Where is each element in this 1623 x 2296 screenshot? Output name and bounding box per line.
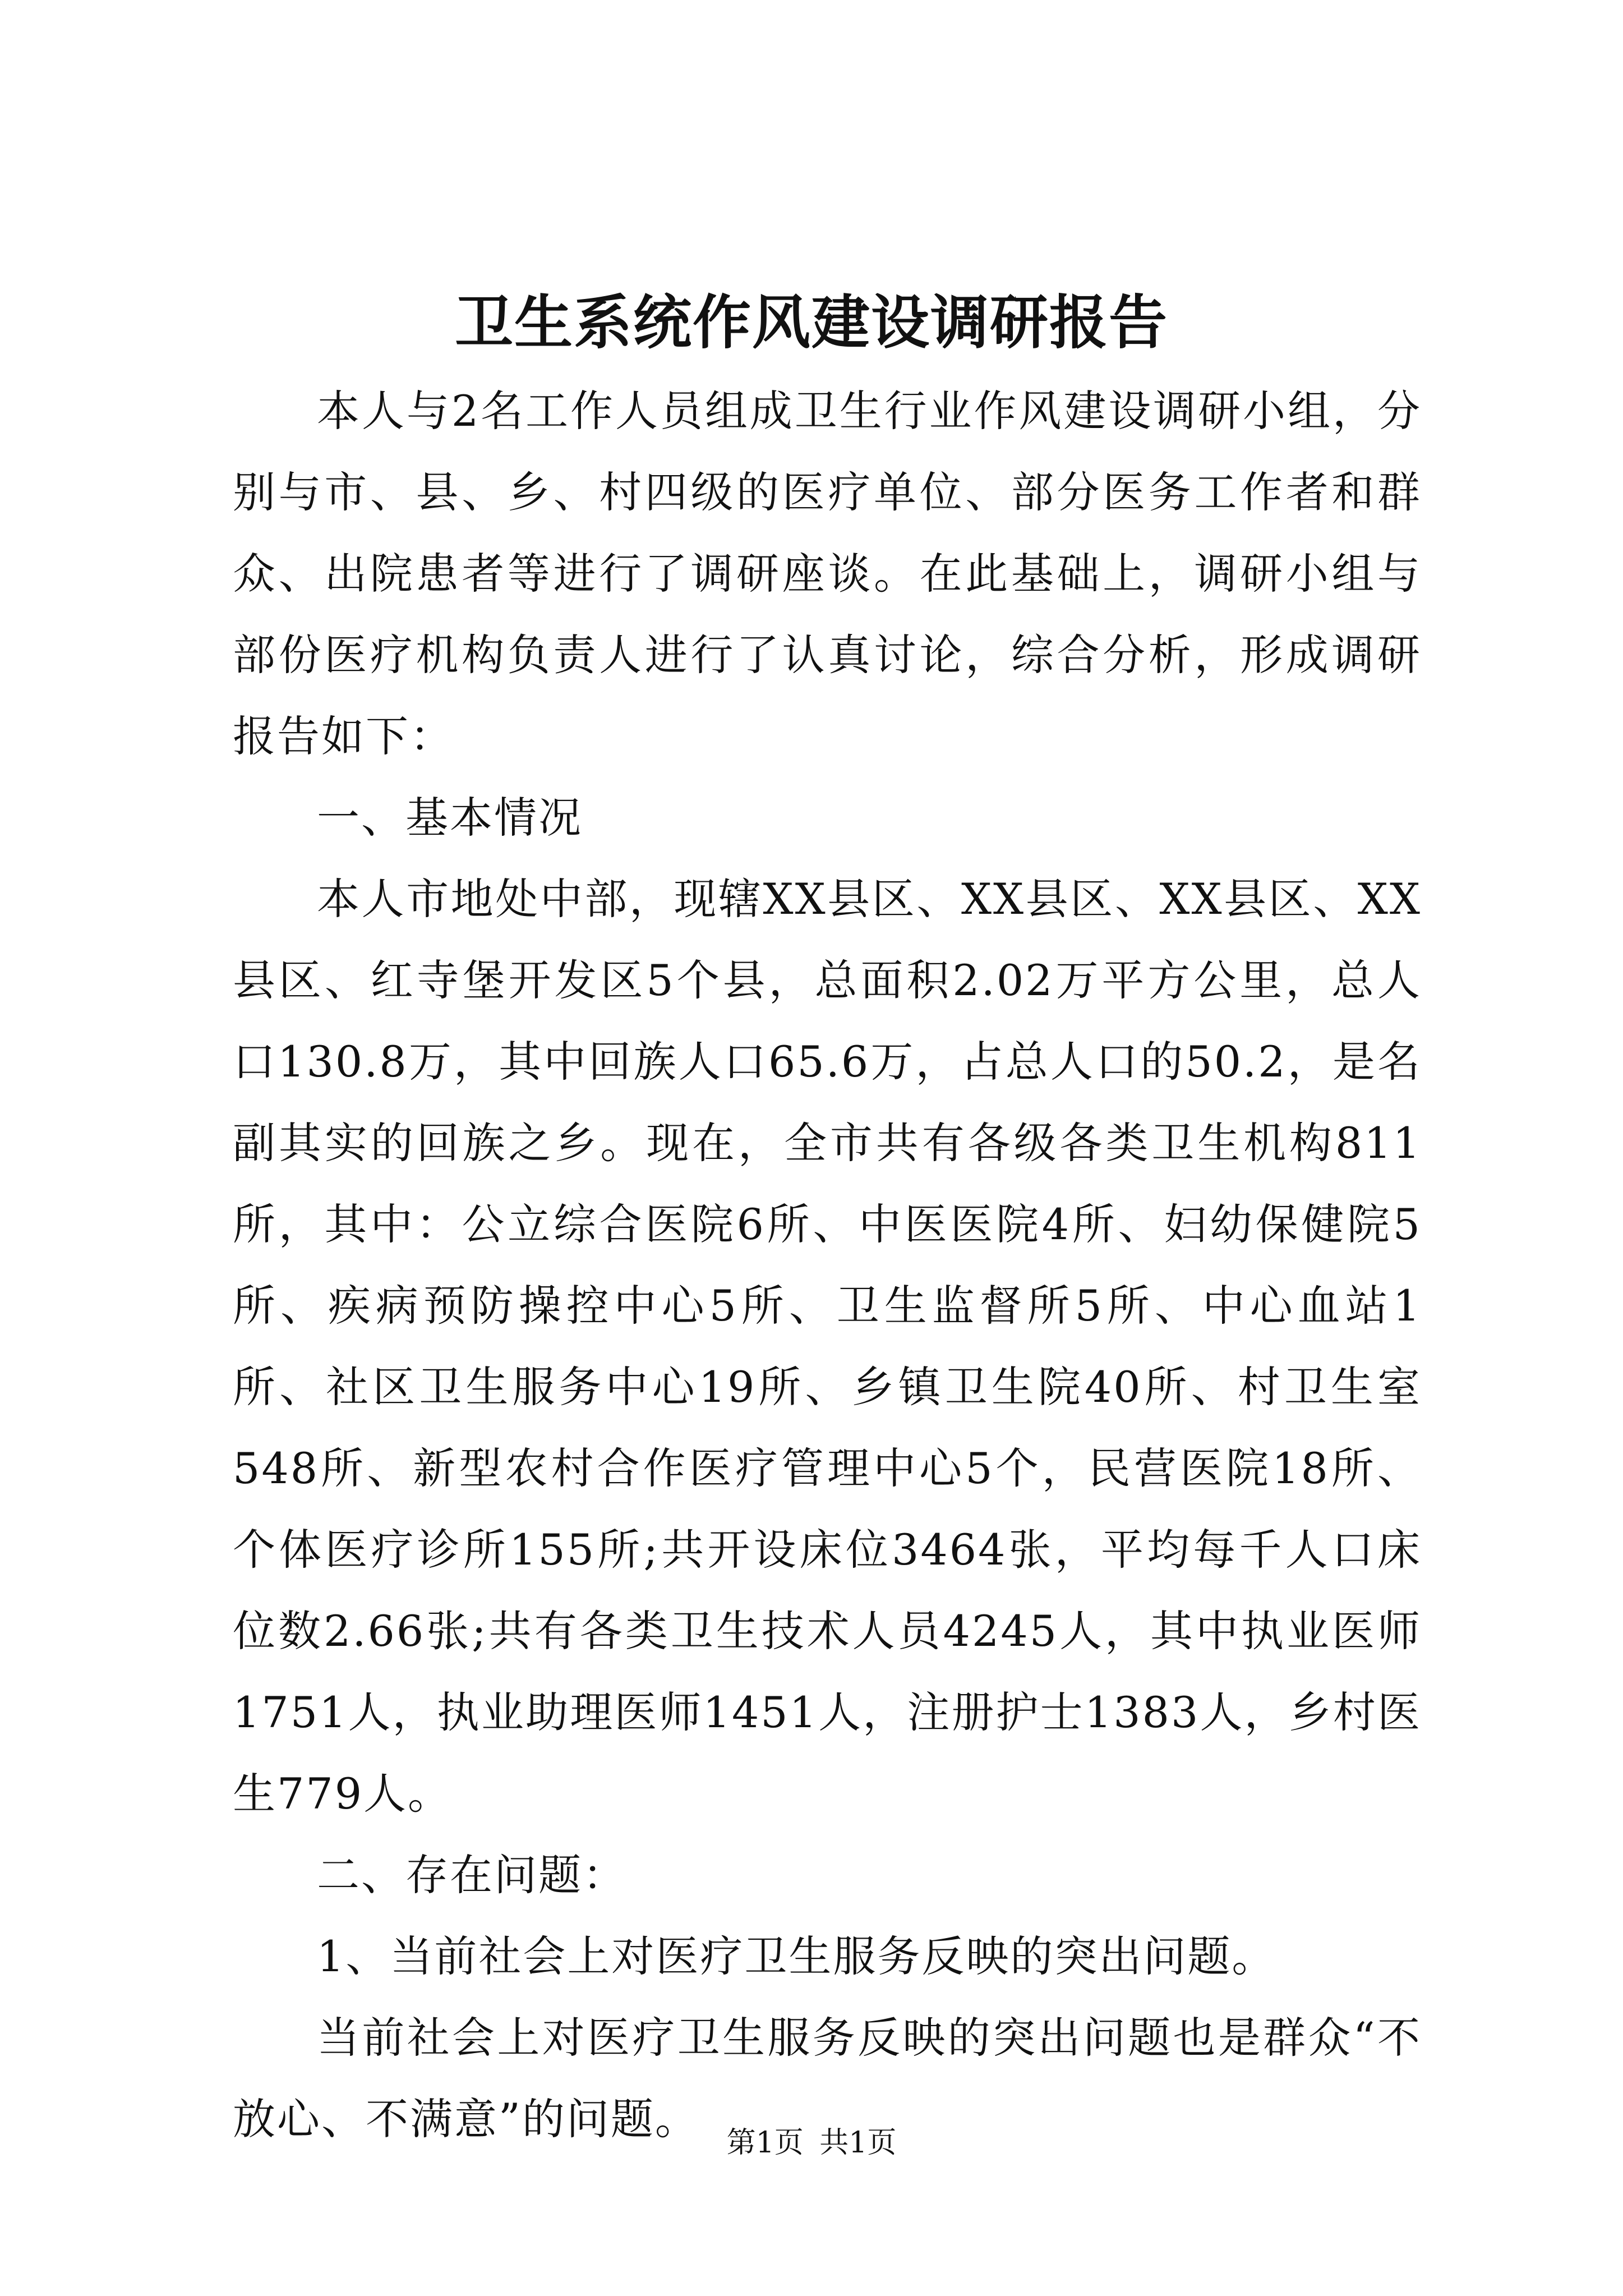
paragraph-intro: 本人与2名工作人员组成卫生行业作风建设调研小组，分别与市、县、乡、村四级的医疗单位、部分医务工作者和群众、出院患者等进行了调研座谈。在此基础上，调研小组与部份医疗机构负责人进行了认真讨论，综合分析，形成调研报告如下： — [233, 386, 1422, 761]
section-heading-problems: 二、存在问题： — [317, 1850, 627, 1900]
subheading-problem-1: 1、当前社会上对医疗卫生服务反映的突出问题。 — [317, 1931, 1276, 1981]
document-body — [233, 370, 1422, 2160]
page-total: 共1页 — [819, 2126, 897, 2160]
page-footer — [0, 2123, 1623, 2162]
document-title: 卫生系统作风建设调研报告 — [454, 288, 1168, 357]
page-number: 第1页 — [726, 2126, 804, 2160]
section-heading-basic: 一、基本情况 — [317, 793, 583, 843]
paragraph-basic-info: 本人市地处中部，现辖XX县区、XX县区、XX县区、XX县区、红寺堡开发区5个县，总面积2.02万平方公里，总人口130.8万，其中回族人口65.6万，占总人口的50.2，是名副其实的回族之乡。现在，全市共有各级各类卫生机构811所，其中：公立综合医院6所、中医医院4所、妇幼保健院5所、疾病预防操控中心5所、卫生监督所5所、中心血站1所、社区卫生服务中心19所、乡镇卫生院40所、村卫生室548所、新型农村合作医疗管理中心5个，民营医院18所、个体医疗诊所155所;共开设床位3464张，平均每千人口床位数2.66张;共有各类卫生技术人员4245人，其中执业医师1751人，执业助理医师1451人，注册护士1383人，乡村医生779人。 — [233, 874, 1422, 1819]
paragraph-problem-1: 当前社会上对医疗卫生服务反映的突出问题也是群众“不放心、不满意”的问题。 — [233, 2013, 1422, 2144]
